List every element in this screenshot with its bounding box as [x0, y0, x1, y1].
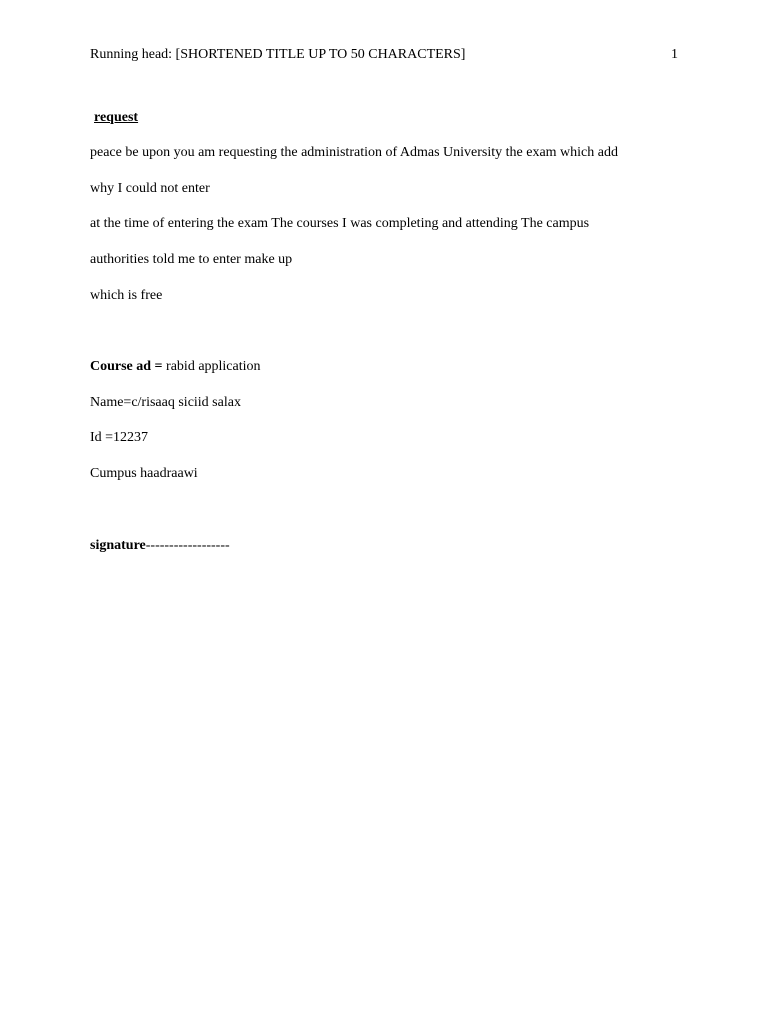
page-number: 1: [671, 47, 678, 62]
id-line: Id =12237: [90, 430, 149, 445]
signature-line: [90, 538, 230, 554]
request-heading: request: [94, 110, 139, 125]
campus-line: Cumpus haadraawi: [90, 466, 198, 481]
name-line: Name=c/risaaq siciid salax: [90, 395, 241, 410]
course-label: Course ad =: [90, 359, 163, 374]
paragraph-line-1: peace be upon you am requesting the administration of Admas University the exam which add: [90, 145, 618, 160]
course-value: rabid application: [162, 359, 261, 374]
paragraph-line-2: why I could not enter: [90, 181, 210, 196]
course-line: [90, 359, 261, 375]
paragraph-line-4: authorities told me to enter make up: [90, 252, 293, 267]
signature-label: signature: [90, 538, 146, 553]
paragraph-line-3: at the time of entering the exam The courses I was completing and attending The campus: [90, 216, 590, 231]
signature-dashes: ------------------: [145, 538, 230, 553]
paragraph-line-5: which is free: [90, 288, 163, 303]
running-head: Running head: [SHORTENED TITLE UP TO 50 CHARACTERS]: [90, 47, 466, 62]
page-header: [90, 47, 678, 67]
